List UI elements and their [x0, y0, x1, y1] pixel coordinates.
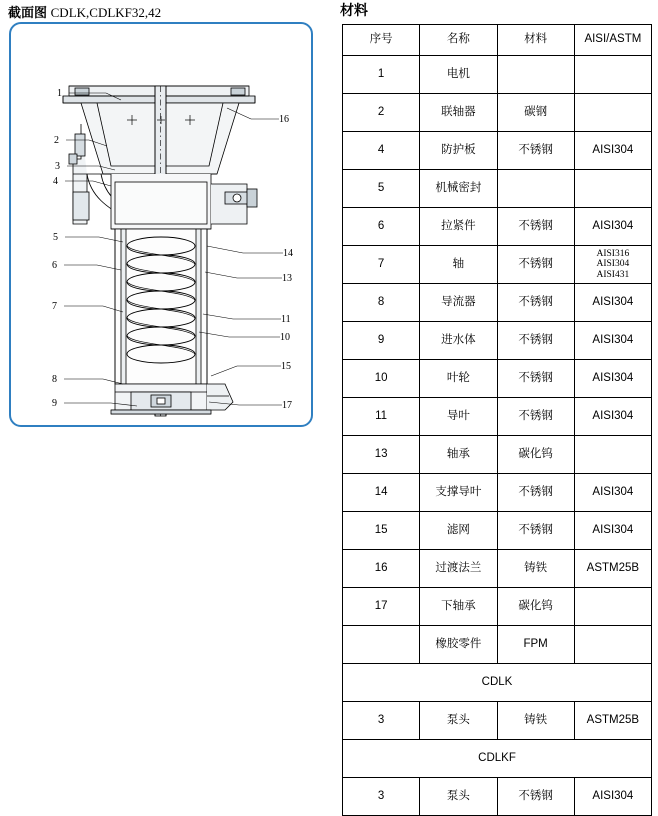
table-row: [343, 588, 652, 626]
table-row: [343, 398, 652, 436]
cell-material: 碳化钨: [497, 436, 574, 474]
cell-material: FPM: [497, 626, 574, 664]
cell-aisi: [574, 94, 651, 132]
cell-material: 铸铁: [497, 702, 574, 740]
callout-17: 17: [282, 400, 292, 411]
cell-name: 防护板: [420, 132, 497, 170]
cell-no: 13: [343, 436, 420, 474]
section-header-row-cdlk: [343, 664, 652, 702]
cell-material: 不锈钢: [497, 322, 574, 360]
cell-name: 进水体: [420, 322, 497, 360]
cell-name: 泵头: [420, 778, 497, 816]
section-label-cdlkf: CDLKF: [343, 740, 652, 778]
header-material: 材料: [497, 25, 574, 56]
table-row: [343, 284, 652, 322]
diagram-frame: [9, 22, 313, 427]
callout-10: 10: [280, 332, 290, 343]
cell-aisi-line-3: AISI431: [596, 269, 630, 280]
cell-aisi-line-2: AISI304: [596, 259, 630, 270]
cell-aisi: AISI304: [574, 132, 651, 170]
cell-no: 5: [343, 170, 420, 208]
table-row: [343, 94, 652, 132]
cell-aisi: [574, 436, 651, 474]
diagram-title-label: 截面图: [8, 5, 48, 20]
table-row: [343, 56, 652, 94]
cell-no: 9: [343, 322, 420, 360]
cell-name: 支撑导叶: [420, 474, 497, 512]
diagram-title: [8, 2, 161, 21]
cell-material: 不锈钢: [497, 360, 574, 398]
table-row: [343, 702, 652, 740]
callout-7: 7: [52, 301, 57, 312]
material-title: 材料: [340, 2, 368, 18]
cell-no: 17: [343, 588, 420, 626]
cell-no: 8: [343, 284, 420, 322]
cell-no: 6: [343, 208, 420, 246]
cell-aisi: [574, 56, 651, 94]
section-label-cdlk: CDLK: [343, 664, 652, 702]
cell-material: 不锈钢: [497, 246, 574, 284]
diagram-title-model: CDLK,CDLKF32,42: [50, 5, 162, 20]
table-row: [343, 436, 652, 474]
cell-no: 11: [343, 398, 420, 436]
table-header-row: [343, 25, 652, 56]
callout-16: 16: [279, 114, 289, 125]
cell-name: 过渡法兰: [420, 550, 497, 588]
cell-no: 16: [343, 550, 420, 588]
header-no: 序号: [343, 25, 420, 56]
cell-no: 3: [343, 702, 420, 740]
cell-name: 电机: [420, 56, 497, 94]
cell-material: 不锈钢: [497, 208, 574, 246]
cell-name: 轴: [420, 246, 497, 284]
table-row: [343, 132, 652, 170]
table-row: [343, 474, 652, 512]
cell-material: 不锈钢: [497, 512, 574, 550]
callout-11: 11: [281, 314, 291, 325]
callout-13: 13: [282, 273, 292, 284]
cell-name: 拉紧件: [420, 208, 497, 246]
callout-6: 6: [52, 260, 57, 271]
table-row: [343, 512, 652, 550]
cell-material: 不锈钢: [497, 778, 574, 816]
cell-material: 不锈钢: [497, 398, 574, 436]
cell-aisi: [574, 626, 651, 664]
header-aisi: AISI/ASTM: [574, 25, 651, 56]
cell-material: 不锈钢: [497, 132, 574, 170]
cell-no: 4: [343, 132, 420, 170]
material-table: [342, 24, 652, 816]
cell-no: 15: [343, 512, 420, 550]
cell-aisi: [574, 246, 651, 284]
cell-no: 1: [343, 56, 420, 94]
cell-name: 滤网: [420, 512, 497, 550]
cell-name: 下轴承: [420, 588, 497, 626]
cell-material: 碳钢: [497, 94, 574, 132]
cell-aisi: [574, 170, 651, 208]
cell-material: 不锈钢: [497, 284, 574, 322]
cell-aisi: AISI304: [574, 512, 651, 550]
cell-name: 联轴器: [420, 94, 497, 132]
cell-material: [497, 56, 574, 94]
callout-9: 9: [52, 398, 57, 409]
table-row: [343, 550, 652, 588]
cell-material: [497, 170, 574, 208]
callout-15: 15: [281, 361, 291, 372]
table-row: [343, 322, 652, 360]
table-row: [343, 360, 652, 398]
callout-14: 14: [283, 248, 293, 259]
table-row: [343, 246, 652, 284]
cell-name: 泵头: [420, 702, 497, 740]
cell-aisi-line-1: AISI316: [596, 249, 630, 260]
cell-material: 不锈钢: [497, 474, 574, 512]
cell-name: 导叶: [420, 398, 497, 436]
cell-no: 14: [343, 474, 420, 512]
callout-1: 1: [57, 88, 62, 99]
cell-material: 铸铁: [497, 550, 574, 588]
callout-2: 2: [54, 135, 59, 146]
callout-8: 8: [52, 374, 57, 385]
section-header-row-cdlkf: [343, 740, 652, 778]
table-row: [343, 208, 652, 246]
cell-aisi: AISI304: [574, 284, 651, 322]
table-row: [343, 170, 652, 208]
cell-aisi: AISI304: [574, 398, 651, 436]
cell-aisi: ASTM25B: [574, 550, 651, 588]
cell-aisi: [574, 588, 651, 626]
cell-name: 叶轮: [420, 360, 497, 398]
callout-4: 4: [53, 176, 58, 187]
cell-aisi: ASTM25B: [574, 702, 651, 740]
cell-no: 7: [343, 246, 420, 284]
cell-no: 10: [343, 360, 420, 398]
cell-no: [343, 626, 420, 664]
header-name: 名称: [420, 25, 497, 56]
cell-no: 2: [343, 94, 420, 132]
cell-name: 轴承: [420, 436, 497, 474]
table-row: [343, 778, 652, 816]
cell-name: 导流器: [420, 284, 497, 322]
callout-5: 5: [53, 232, 58, 243]
cell-no: 3: [343, 778, 420, 816]
cell-aisi: AISI304: [574, 778, 651, 816]
cell-aisi: AISI304: [574, 322, 651, 360]
cell-aisi: AISI304: [574, 208, 651, 246]
callout-3: 3: [55, 161, 60, 172]
cell-name: 橡胶零件: [420, 626, 497, 664]
cell-material: 碳化钨: [497, 588, 574, 626]
table-row: [343, 626, 652, 664]
cell-name: 机械密封: [420, 170, 497, 208]
pump-cross-section-drawing: [11, 24, 311, 425]
cell-aisi: AISI304: [574, 474, 651, 512]
diagram-column: [0, 0, 330, 808]
cell-aisi: AISI304: [574, 360, 651, 398]
